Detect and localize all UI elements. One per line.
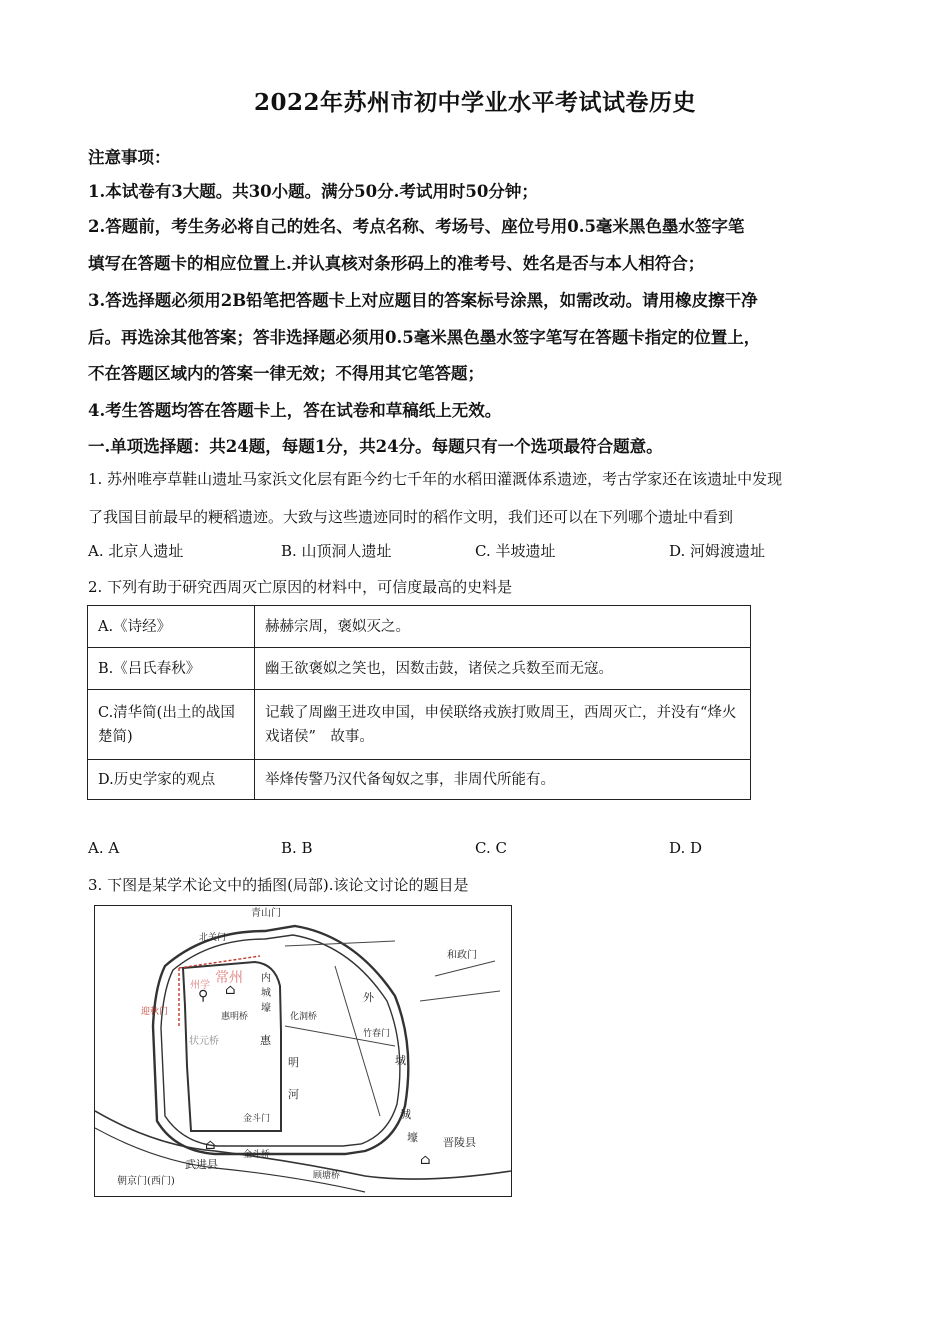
office-icon: ⌂ [420,1152,431,1168]
map-label: 青山门 [251,908,281,919]
map-label: 惠明桥 [221,1012,249,1022]
q2-option-c[interactable]: C. C [475,839,507,857]
question-3-stem: 3. 下图是某学术论文中的插图(局部).该论文讨论的题目是 [88,876,469,894]
table-row [88,760,751,800]
map-label: 朝京门(西门) [117,1176,175,1187]
note-item: 1.本试卷有3大题。共30小题。满分50分.考试用时50分钟； [88,182,538,201]
question-2-stem: 2. 下列有助于研究西周灭亡原因的材料中，可信度最高的史料是 [88,578,513,596]
office-icon: ⌂ [205,1137,216,1153]
question-1-stem: 1. 苏州唯亭草鞋山遗址马家浜文化层有距今约七千年的水稻田灌溉体系遗迹，考古学家还在该遗址中发现 [88,470,783,488]
map-label: 竹春门 [363,1029,391,1039]
city-map-figure [94,905,512,1197]
map-label: 城 [400,1108,411,1121]
map-label: 状元桥 [189,1036,219,1047]
map-label: 顾塘桥 [313,1171,341,1181]
note-item: 4.考生答题均答在答题卡上，答在试卷和草稿纸上无效。 [88,401,502,420]
map-label: 惠 [260,1034,271,1047]
map-label: 金斗桥 [243,1150,271,1160]
content-cell: 记载了周幽王进攻申国，申侯联络戎族打败周王，西周灭亡，并没有“烽火戏诸侯” 故事。 [255,690,751,760]
note-item: 后。再选涂其他答案；答非选择题必须用0.5毫米黑色墨水签字笔写在答题卡指定的位置上， [88,328,761,347]
map-label: 外 [363,991,374,1004]
note-item: 3.答选择题必须用2B铅笔把答题卡上对应题目的答案标号涂黑，如需改动。请用橡皮擦干净 [88,291,758,310]
map-label: 州学 [190,980,210,991]
content-cell: 举烽传警乃汉代备匈奴之事，非周代所能有。 [255,760,751,800]
map-label: 河 [288,1088,299,1101]
outer-road [420,961,500,1001]
map-label: 迎秋门 [141,1007,169,1017]
q1-option-b[interactable]: B. 山顶洞人遗址 [281,542,392,560]
note-item: 不在答题区域内的答案一律无效；不得用其它笔答题； [88,364,484,383]
office-icon: ⌂ [225,982,236,998]
source-cell: B.《吕氏春秋》 [88,648,255,690]
page-title: 2022年苏州市初中学业水平考试试卷历史 [253,89,696,116]
map-label: 北关门 [199,933,227,943]
question-1-stem-cont: 了我国目前最早的粳稻遗迹。大致与这些遗迹同时的稻作文明，我们还可以在下列哪个遗址中看到 [88,508,734,526]
q1-option-c[interactable]: C. 半坡遗址 [475,542,556,560]
source-cell: D.历史学家的观点 [88,760,255,800]
map-label: 明 [288,1056,299,1069]
content-cell: 赫赫宗周，褒姒灭之。 [255,606,751,648]
notes-heading: 注意事项： [88,148,171,167]
note-item: 填写在答题卡的相应位置上.并认真核对条形码上的准考号、姓名是否与本人相符合； [88,254,705,273]
map-label: 晋陵县 [443,1136,476,1149]
q1-option-d[interactable]: D. 河姆渡遗址 [669,542,766,560]
source-cell: C.清华简(出土的战国楚简) [88,690,255,760]
content-cell: 幽王欲褒姒之笑也，因数击鼓，诸侯之兵数至而无寇。 [255,648,751,690]
map-label: 城 [395,1054,406,1067]
map-label: 内 [261,973,271,984]
city-map [95,906,511,1196]
map-label: 壕 [407,1131,418,1144]
q2-option-d[interactable]: D. D [669,839,703,857]
map-label: 壕 [261,1003,271,1014]
map-label: 和政门 [447,950,477,961]
office-icon: ⚲ [198,988,209,1004]
q1-option-a[interactable]: A. 北京人遗址 [88,542,184,560]
sources-table [87,605,751,800]
source-cell: A.《诗经》 [88,606,255,648]
map-label: 武进县 [185,1158,218,1171]
map-label: 城 [261,988,271,999]
table-row [88,690,751,760]
section-heading: 一.单项选择题：共24题，每题1分，共24分。每题只有一个选项最符合题意。 [88,437,663,456]
map-label: 金斗门 [243,1114,271,1124]
table-row [88,648,751,690]
map-label: 常州 [215,970,243,986]
q2-option-a[interactable]: A. A [88,839,120,857]
map-label: 化洞桥 [290,1012,318,1022]
q2-option-b[interactable]: B. B [281,839,313,857]
table-row [88,606,751,648]
note-item: 2.答题前，考生务必将自己的姓名、考点名称、考场号、座位号用0.5毫米黑色墨水签字笔 [88,217,745,236]
